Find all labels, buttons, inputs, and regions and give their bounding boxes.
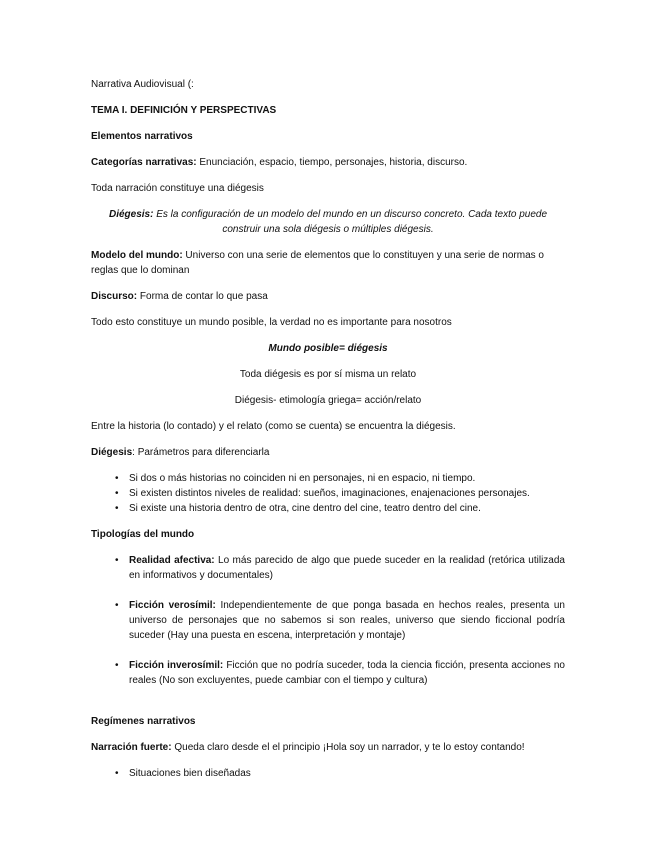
bullet-icon: • — [115, 503, 119, 514]
list-spacer — [91, 583, 565, 598]
paragraph-parametros: Diégesis: Parámetros para diferenciarla — [91, 447, 270, 458]
bullet-icon: • — [115, 768, 119, 779]
bullet-icon: • — [115, 488, 119, 499]
subheading-elementos: Elementos narrativos — [91, 131, 193, 142]
subheading-regimenes: Regímenes narrativos — [91, 716, 196, 727]
list-item: • Situaciones bien diseñadas — [115, 768, 251, 779]
list-parametros — [91, 471, 565, 516]
subheading-tipologias: Tipologías del mundo — [91, 529, 195, 540]
paragraph-modelo: Modelo del mundo: Universo con una serie de elementos que lo constituyen y una serie de normas o reglas que lo dominan — [91, 250, 544, 276]
paragraph-etimologia: Diégesis- etimología griega= acción/relato — [234, 395, 422, 406]
list-item: • Si dos o más historias no coinciden ni en personajes, ni en espacio, ni tiempo. — [115, 473, 476, 484]
bullet-icon: • — [115, 660, 119, 671]
list-spacer — [91, 643, 565, 658]
list-narracion-fuerte — [91, 766, 565, 781]
paragraph-diegesis-intro: Toda narración constituye una diégesis — [91, 183, 264, 194]
list-tipologias — [91, 553, 565, 688]
paragraph-historia-relato: Entre la historia (lo contado) y el relato (como se cuenta) se encuentra la diégesis. — [91, 421, 456, 432]
section-heading-tema: TEMA I. DEFINICIÓN Y PERSPECTIVAS — [91, 105, 277, 116]
paragraph-categorias: Categorías narrativas: Enunciación, espacio, tiempo, personajes, historia, discurso. — [91, 157, 468, 168]
document-title: Narrativa Audiovisual (: — [91, 79, 194, 90]
paragraph-diegesis-definition: Diégesis: Es la configuración de un modelo del mundo en un discurso concreto. Cada texto puede construir una sola diégesis o múltiples diégesis. — [108, 209, 548, 235]
list-item: • Si existen distintos niveles de realidad: sueños, imaginaciones, enajenaciones personajes. — [115, 488, 530, 499]
paragraph-narracion-fuerte: Narración fuerte: Queda claro desde el el principio ¡Hola soy un narrador, y te lo estoy contando! — [91, 742, 525, 753]
paragraph-mundo-posible: Mundo posible= diégesis — [268, 343, 388, 354]
paragraph-discurso: Discurso: Forma de contar lo que pasa — [91, 291, 268, 302]
paragraph-relato: Toda diégesis es por sí misma un relato — [239, 369, 417, 380]
paragraph-mundo-posible-intro: Todo esto constituye un mundo posible, la verdad no es importante para nosotros — [91, 317, 452, 328]
list-item: • Ficción verosímil: Independientemente de que ponga basada en hechos reales, presenta un universo de personajes que no sabemos si son reales, universo que siendo ficcional podría suceder (Hay una puesta en escena, interpretación y montaje) — [115, 600, 565, 641]
list-item: • Si existe una historia dentro de otra, cine dentro del cine, teatro dentro del cine. — [115, 503, 481, 514]
bullet-icon: • — [115, 600, 119, 611]
bullet-icon: • — [115, 473, 119, 484]
list-item: • Realidad afectiva: Lo más parecido de algo que puede suceder en la realidad (retórica utilizada en informativos y documentales) — [115, 555, 565, 581]
list-item: • Ficción inverosímil: Ficción que no podría suceder, toda la ciencia ficción, presenta acciones no reales (No son excluyentes, puede cambiar con el tiempo y cultura) — [115, 660, 565, 686]
bullet-icon: • — [115, 555, 119, 566]
